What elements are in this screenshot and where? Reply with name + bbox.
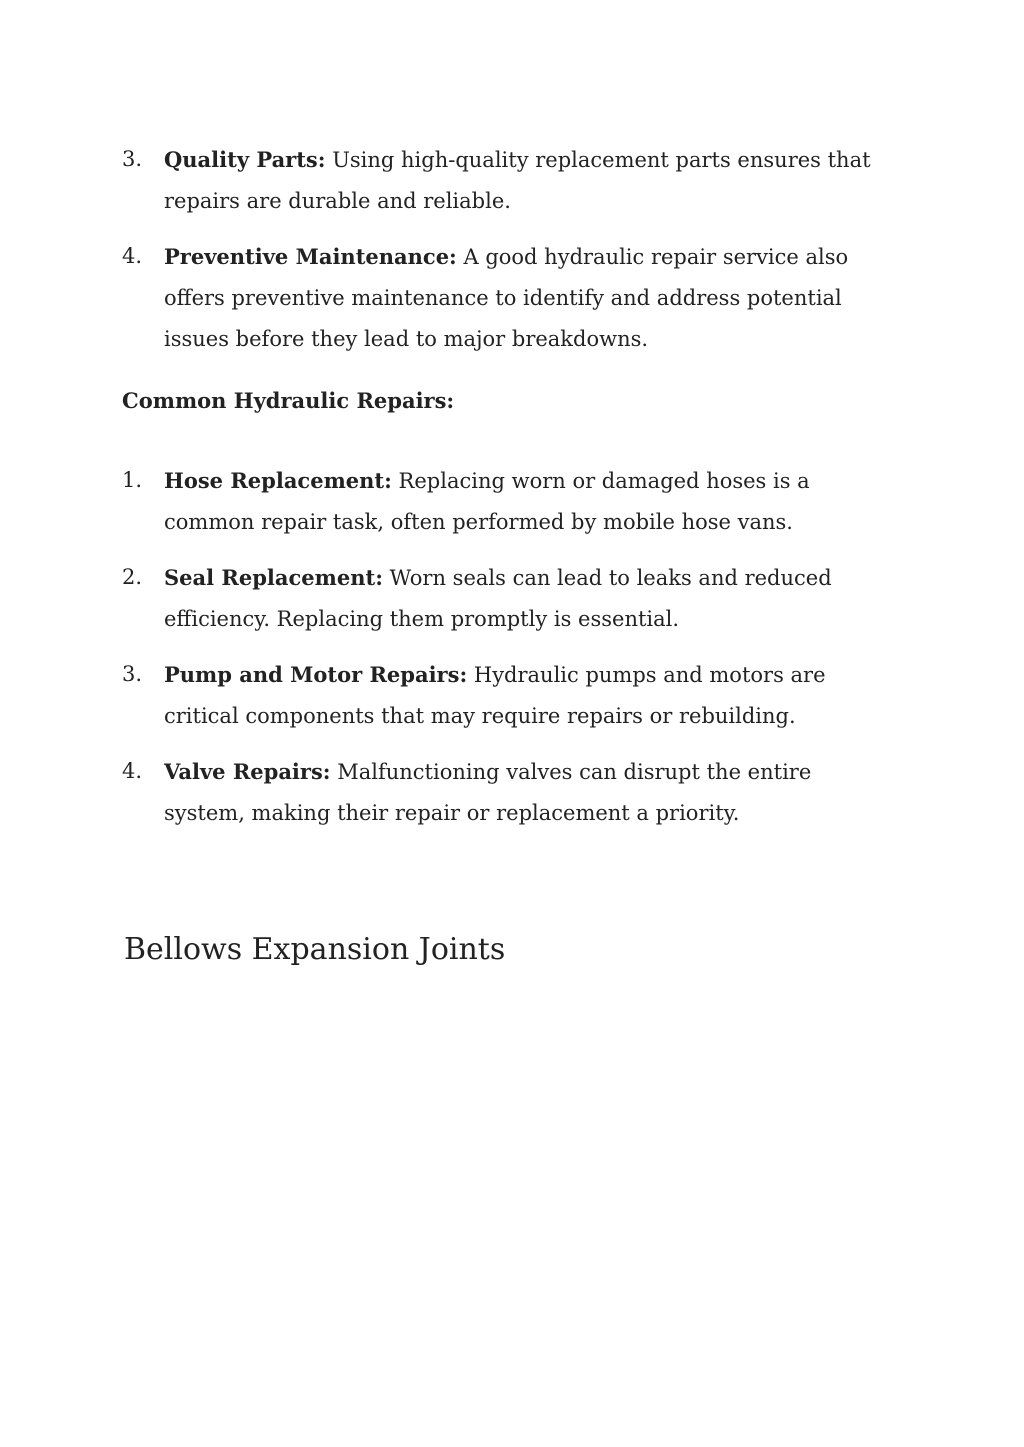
benefits-list-continued: [122, 139, 892, 374]
list-item-term: Pump and Motor Repairs:: [164, 662, 468, 687]
section-heading-bellows: Bellows Expansion Joints: [124, 932, 506, 967]
list-item: [122, 751, 892, 834]
list-item-term: Preventive Maintenance:: [164, 244, 457, 269]
list-item-term: Valve Repairs:: [164, 759, 331, 784]
list-item-term: Seal Replacement:: [164, 565, 383, 590]
list-item-number: 4.: [122, 244, 143, 268]
list-item-text: Using high-quality replacement parts ensures that repairs are durable and reliable.: [164, 148, 871, 213]
list-item-term: Quality Parts:: [164, 147, 326, 172]
common-repairs-list: [122, 460, 892, 848]
list-item-text: Hydraulic pumps and motors are critical components that may require repairs or rebuilding.: [164, 663, 826, 728]
list-item: [122, 654, 892, 737]
list-item-text: Worn seals can lead to leaks and reduced efficiency. Replacing them promptly is essential.: [164, 566, 832, 631]
list-item: [122, 139, 892, 222]
list-item-number: 1.: [122, 468, 143, 492]
list-item-text: A good hydraulic repair service also offers preventive maintenance to identify and address potential issues before they lead to major breakdowns.: [164, 245, 849, 351]
section-heading-common-repairs: Common Hydraulic Repairs:: [122, 388, 455, 413]
list-item-number: 2.: [122, 565, 143, 589]
list-item-text: Malfunctioning valves can disrupt the entire system, making their repair or replacement a priority.: [164, 760, 812, 825]
list-item-number: 3.: [122, 147, 143, 171]
list-item-number: 3.: [122, 662, 143, 686]
list-item-term: Hose Replacement:: [164, 468, 392, 493]
list-item: [122, 236, 892, 360]
list-item: [122, 460, 892, 543]
list-item-number: 4.: [122, 759, 143, 783]
list-item: [122, 557, 892, 640]
list-item-text: Replacing worn or damaged hoses is a common repair task, often performed by mobile hose vans.: [164, 469, 810, 534]
